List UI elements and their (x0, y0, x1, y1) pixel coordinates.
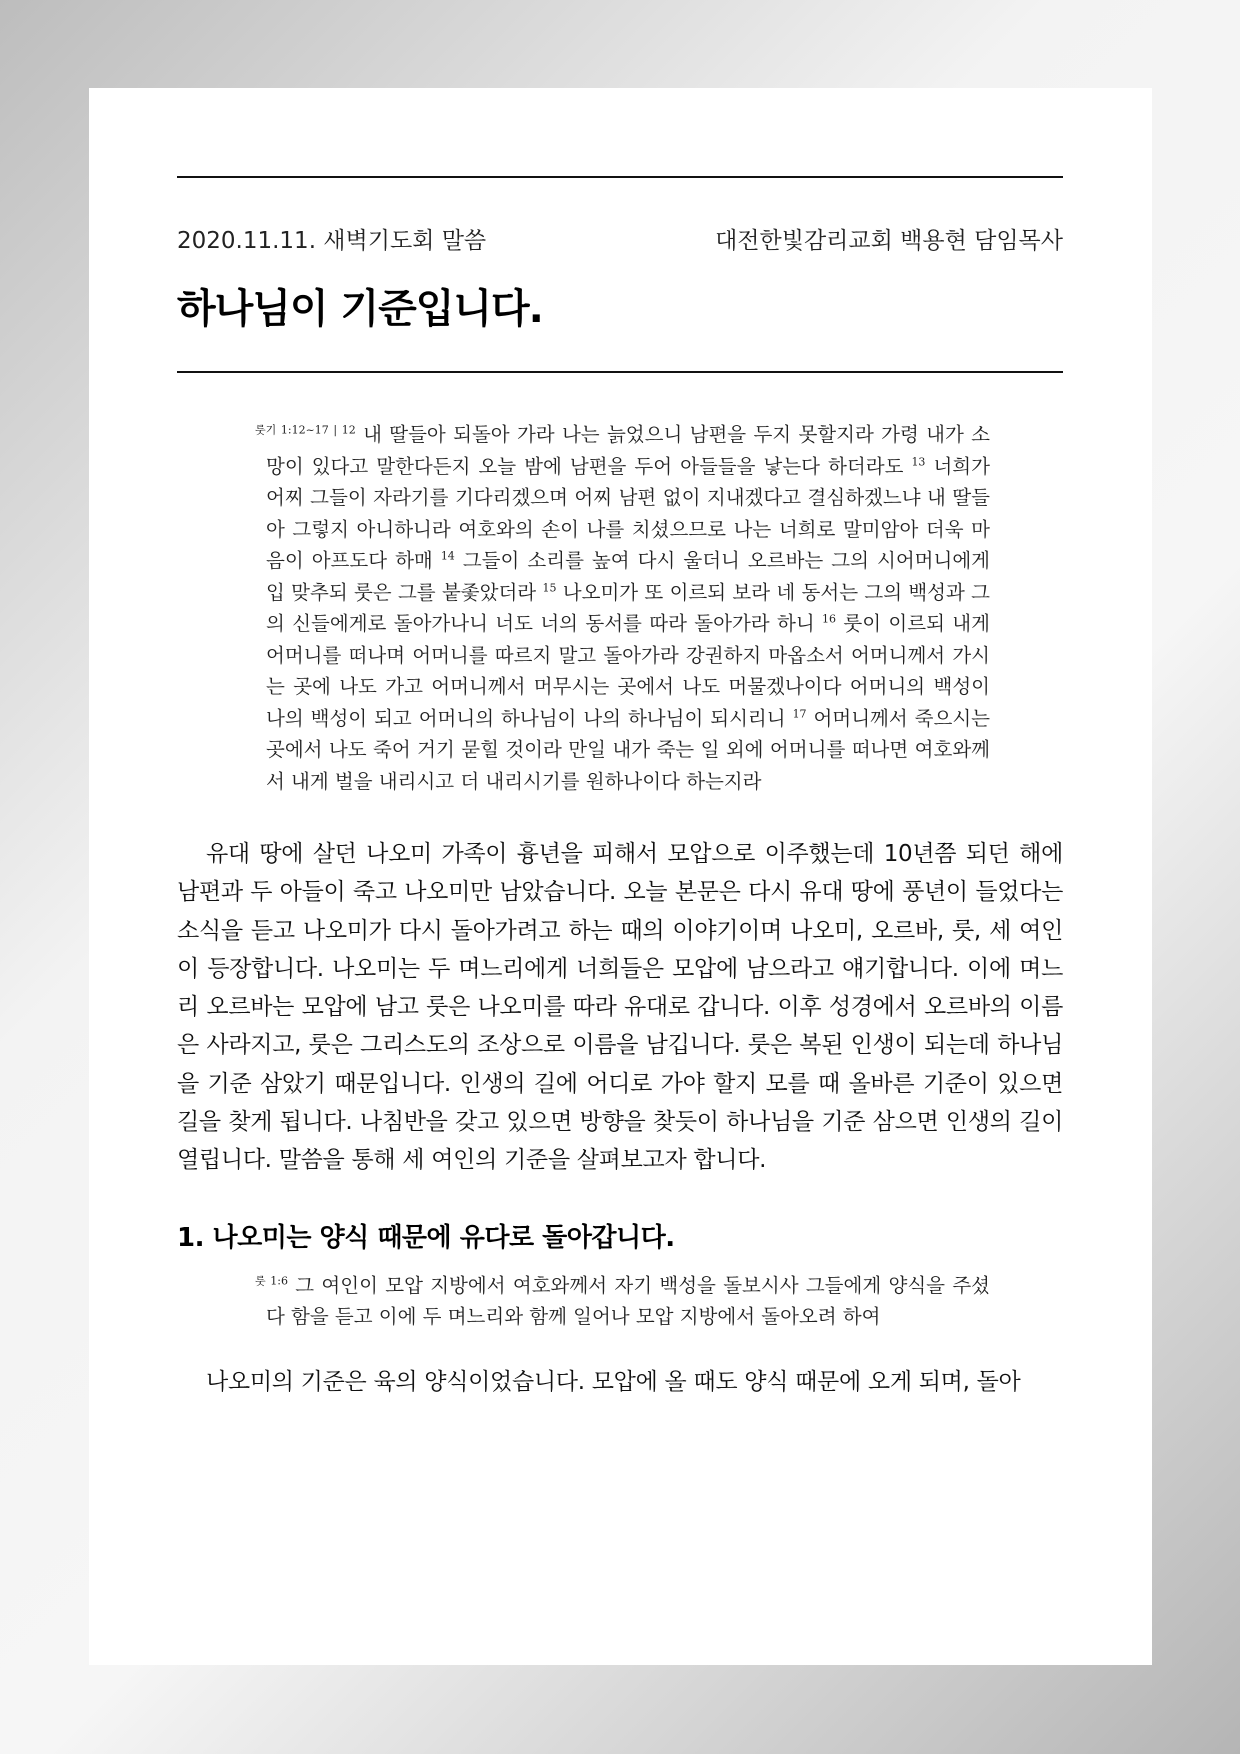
scripture-text: 내 딸들아 되돌아 가라 나는 늙었으니 남편을 두지 못할지라 가령 내가 소망이 있다고 말한다든지 오늘 밤에 남편을 두어 아들들을 낳는다 하더라도 (266, 423, 990, 478)
scripture-reference: 룻 1:6 (255, 1274, 288, 1288)
sermon-date: 2020.11.11. 새벽기도회 말씀 (177, 228, 487, 254)
scripture-text: 어머니께서 죽으시는 곳에서 나도 죽어 거기 묻힐 것이라 만일 내가 죽는 일 외에 어머니를 떠나면 여호와께서 내게 벌을 내리시고 더 내리시기를 원하나이다 하는지라 (266, 706, 991, 793)
scripture-passage (255, 419, 990, 797)
scripture-passage (255, 1270, 990, 1333)
verse-number: 16 (822, 612, 837, 626)
scripture-text: 그 여인이 모압 지방에서 여호와께서 자기 백성을 돌보시사 그들에게 양식을 주셨다 함을 듣고 이에 두 며느리와 함께 일어나 모압 지방에서 돌아오려 하여 (266, 1273, 991, 1329)
body-paragraph: 나오미의 기준은 육의 양식이었습니다. 모압에 올 때도 양식 때문에 오게 되며, 돌아 (206, 1368, 1021, 1395)
verse-number: 17 (792, 707, 807, 720)
top-rule (177, 176, 1063, 178)
scripture-text: 너희가 어찌 그들이 자라기를 기다리겠으며 어찌 남편 없이 지내겠다고 결심하겠느냐 내 딸들아 그렇지 아니하니라 여호와의 손이 나를 치셨으므로 나는 너희로 말미암아 더욱 마음이 아프도다 하매 (266, 454, 990, 572)
scripture-reference: 룻기 1:12~17 | 12 (255, 423, 356, 437)
scripture-text: 나오미가 또 이르되 보라 네 동서는 그의 백성과 그의 신들에게로 돌아가나니 너도 너의 동서를 따라 돌아가라 하니 (266, 580, 991, 635)
header-row (177, 222, 1063, 255)
page-title: 하나님이 기준입니다. (177, 286, 543, 332)
document-page (89, 88, 1152, 1665)
verse-number: 15 (542, 581, 557, 594)
scripture-text: 그들이 소리를 높여 다시 울더니 오르바는 그의 시어머니에게 입 맞추되 룻은 그를 붙좇았더라 (266, 549, 991, 604)
title-rule (177, 371, 1063, 373)
verse-number: 14 (440, 549, 455, 563)
body-paragraph: 유대 땅에 살던 나오미 가족이 흉년을 피해서 모압으로 이주했는데 10년쯤 되던 해에 남편과 두 아들이 죽고 나오미만 남았습니다. 오늘 본문은 다시 유대 땅에 풍년이 들었다는 소식을 듣고 나오미가 다시 돌아가려고 하는 때의 이야기이며 나오미, 오르바, 룻, 세 여인이 등장합니다. 나오미는 두 며느리에게 너희들은 모압에 남으라고 얘기합니다. 이에 며느리 오르바는 모압에 남고 룻은 나오미를 따라 유대로 갑니다. 이후 성경에서 오르바의 이름은 사라지고, 룻은 그리스도의 조상으로 이름을 남깁니다. 룻은 복된 인생이 되는데 하나님을 기준 삼았기 때문입니다. 인생의 길에 어디로 가야 할지 모를 때 올바른 기준이 있으면 길을 찾게 됩니다. 나침반을 갖고 있으면 방향을 찾듯이 하나님을 기준 삼으면 인생의 길이 열립니다. 말씀을 통해 세 여인의 기준을 살펴보고자 합니다. (177, 841, 1063, 1174)
scripture-text: 룻이 이르되 내게 어머니를 떠나며 어머니를 따르지 말고 돌아가라 강권하지 마옵소서 어머니께서 가시는 곳에 나도 가고 어머니께서 머무시는 곳에서 나도 머물겠나이다 어머니의 백성이 나의 백성이 되고 어머니의 하나님이 나의 하나님이 되시리니 (266, 612, 990, 730)
verse-number: 13 (911, 455, 926, 468)
page-content (177, 176, 1063, 1401)
sermon-author: 대전한빛감리교회 백용현 담임목사 (715, 228, 1063, 254)
section-heading: 1. 나오미는 양식 때문에 유다로 돌아갑니다. (177, 1222, 675, 1253)
